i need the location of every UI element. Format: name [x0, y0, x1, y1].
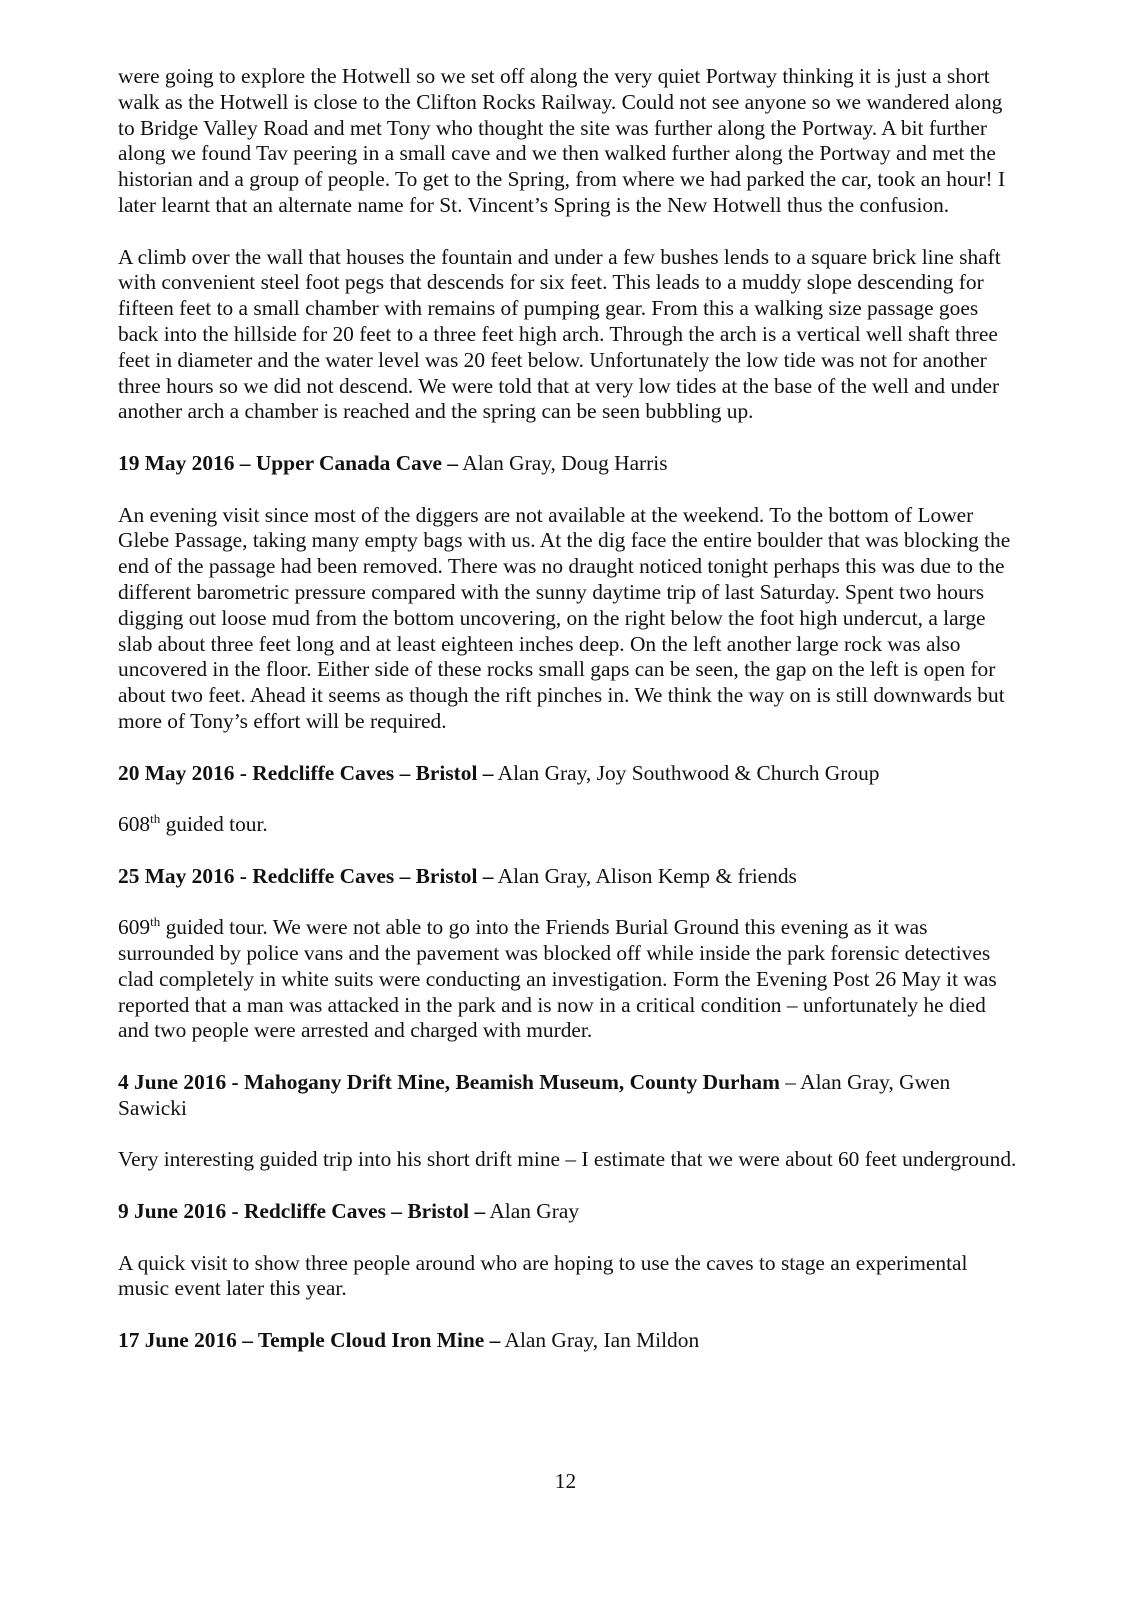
entry-heading-people: – Alan Gray, Gwen Sawicki [118, 1070, 951, 1120]
entry-heading-people: Alan Gray, Alison Kemp & friends [493, 863, 797, 888]
tour-number: 609 [118, 915, 151, 940]
paragraph-drift-mine: Very interesting guided trip into his short drift mine – I estimate that we were about 60 feet underground. [118, 1147, 1017, 1172]
entry-heading-people: Alan Gray, Joy Southwood & Church Group [493, 760, 880, 785]
entry-heading-redcliffe-25-may [118, 864, 1018, 890]
page-number: 12 [554, 1469, 577, 1493]
entry-heading-people: Alan Gray, Ian Mildon [500, 1328, 700, 1353]
entry-heading-temple-cloud-iron-mine [118, 1328, 1018, 1354]
entry-heading-title: 17 June 2016 – Temple Cloud Iron Mine – [118, 1328, 501, 1353]
tour-text: guided tour. [160, 812, 268, 837]
entry-heading-title: 19 May 2016 – Upper Canada Cave – [118, 450, 459, 475]
page-body [118, 64, 1018, 1380]
paragraph-upper-canada-cave: An evening visit since most of the diggers are not available at the weekend. To the bottom of Lower Glebe Passage, taking many empty bags with us. At the dig face the entire boulder that was blocking the end of the passage had been removed. There was no draught noticed tonight perhaps this was due to the different barometric pressure compared with the sunny daytime trip of last Saturday. Spent two hours digging out loose mud from the bottom uncovering, on the right below the foot high undercut, a large slab about three feet long and at least eighteen inches deep. On the left another large rock was also uncovered in the floor. Either side of these rocks small gaps can be seen, the gap on the left is open for about two feet. Ahead it seems as though the rift pinches in. We think the way on is still downwards but more of Tony’s effort will be required. [118, 502, 1011, 733]
entry-heading-title: 20 May 2016 - Redcliffe Caves – Bristol – [118, 760, 494, 785]
paragraph-609th-tour [118, 915, 1018, 1044]
entry-heading-mahogany-drift-mine [118, 1070, 1018, 1122]
entry-heading-title: 9 June 2016 - Redcliffe Caves – Bristol – [118, 1199, 486, 1224]
tour-number: 608 [118, 812, 151, 837]
entry-heading-upper-canada-cave [118, 451, 1018, 477]
entry-heading-people: Alan Gray, Doug Harris [458, 450, 668, 475]
entry-heading-redcliffe-20-may [118, 761, 1018, 787]
tour-text: guided tour. We were not able to go into the Friends Burial Ground this evening as it was surrounded by police vans and the pavement was blocked off while inside the park forensic detectives clad completely in white suits were conducting an investigation. Form the Evening Post 26 May it was reported that a man was attacked in the park and is now in a critical condition – unfortunately he died and two people were arrested and charged with murder. [118, 915, 997, 1043]
entry-heading-title: 4 June 2016 - Mahogany Drift Mine, Beamish Museum, County Durham [118, 1070, 780, 1095]
paragraph-music-event: A quick visit to show three people around who are hoping to use the caves to stage an experimental music event later this year. [118, 1250, 968, 1301]
ordinal-suffix: th [150, 810, 161, 826]
paragraph-hotwell-walk: were going to explore the Hotwell so we set off along the very quiet Portway thinking it is just a short walk as the Hotwell is close to the Clifton Rocks Railway. Could not see anyone so we wandered along to Bridge Valley Road and met Tony who thought the site was further along the Portway. A bit further along we found Tav peering in a small cave and we then walked further along the Portway and met the historian and a group of people. To get to the Spring, from where we had parked the car, took an hour! I later learnt that an alternate name for St. Vincent’s Spring is the New Hotwell thus the confusion. [118, 64, 1006, 217]
entry-heading-title: 25 May 2016 - Redcliffe Caves – Bristol – [118, 863, 494, 888]
entry-heading-people: Alan Gray [485, 1199, 580, 1224]
entry-heading-redcliffe-9-june [118, 1199, 1018, 1225]
ordinal-suffix: th [150, 914, 161, 930]
paragraph-spring-shaft: A climb over the wall that houses the fountain and under a few bushes lends to a square brick line shaft with convenient steel foot pegs that descends for six feet. This leads to a muddy slope descending for fifteen feet to a small chamber with remains of pumping gear. From this a walking size passage goes back into the hillside for 20 feet to a three feet high arch. Through the arch is a vertical well shaft three feet in diameter and the water level was 20 feet below. Unfortunately the low tide was not for another three hours so we did not descend. We were told that at very low tides at the base of the well and under another arch a chamber is reached and the spring can be seen bubbling up. [118, 244, 1001, 424]
paragraph-608th-tour [118, 812, 1018, 838]
